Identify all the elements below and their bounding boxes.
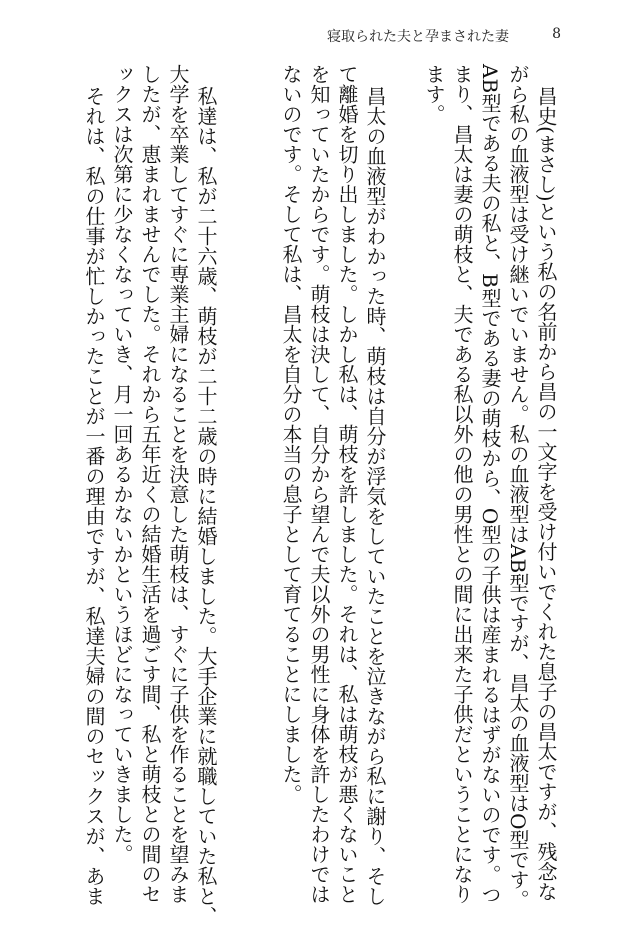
text-line: 昌太の血液型がわかった時、萌枝は自分が浮気をしていたことを泣きながら私に謝り、そし xyxy=(363,86,387,906)
text-line: て離婚を切り出しました。しかし私は、萌枝を許しました。それは、私は萌枝が悪くないこと xyxy=(335,64,359,904)
text-line: AB型である夫の私と、B型である妻の萌枝から、O型の子供は産まれるはずがないのです。つ xyxy=(478,64,502,905)
text-line: まり、昌太は妻の萌枝と、夫である私以外の他の男性との間に出来た子供だということになり xyxy=(450,64,474,904)
text-line: 昌史(まさし)という私の名前から昌の一文字を受け付いでくれた息子の昌太ですが、残念な xyxy=(534,86,558,902)
text-line: を知っていたからです。萌枝は決して、自分から望んで夫以外の男性に身体を許したわけでは xyxy=(307,64,331,904)
running-title: 寝取られた夫と孕まされた妻 xyxy=(327,29,509,45)
text-line: がら私の血液型は受け継いでいません。私の血液型はAB型ですが、昌太の血液型はO型です。 xyxy=(506,64,530,910)
text-line: ます。 xyxy=(422,64,446,124)
text-line: 大学を卒業してすぐに専業主婦になることを決意した萌枝は、すぐに子供を作ることを望みま xyxy=(166,64,190,904)
text-line: それは、私の仕事が忙しかったことが一番の理由ですが、私達夫婦の間のセックスが、あま xyxy=(82,86,106,906)
text-line: ックスは次第に少なくなっていき、月一回あるかないかというほどになっていきました。 xyxy=(110,64,134,864)
text-line: したが、恵まれませんでした。それから五年近くの結婚生活を過ごす間、私と萌枝との間のセ xyxy=(138,64,162,904)
text-line: ないのです。そして私は、昌太を自分の本当の息子として育てることにしました。 xyxy=(279,64,303,804)
page-number: 8 xyxy=(552,26,561,42)
text-line: 私達は、私が二十六歳、萌枝が二十二歳の時に結婚しました。大手企業に就職していた私と、 xyxy=(194,86,218,926)
